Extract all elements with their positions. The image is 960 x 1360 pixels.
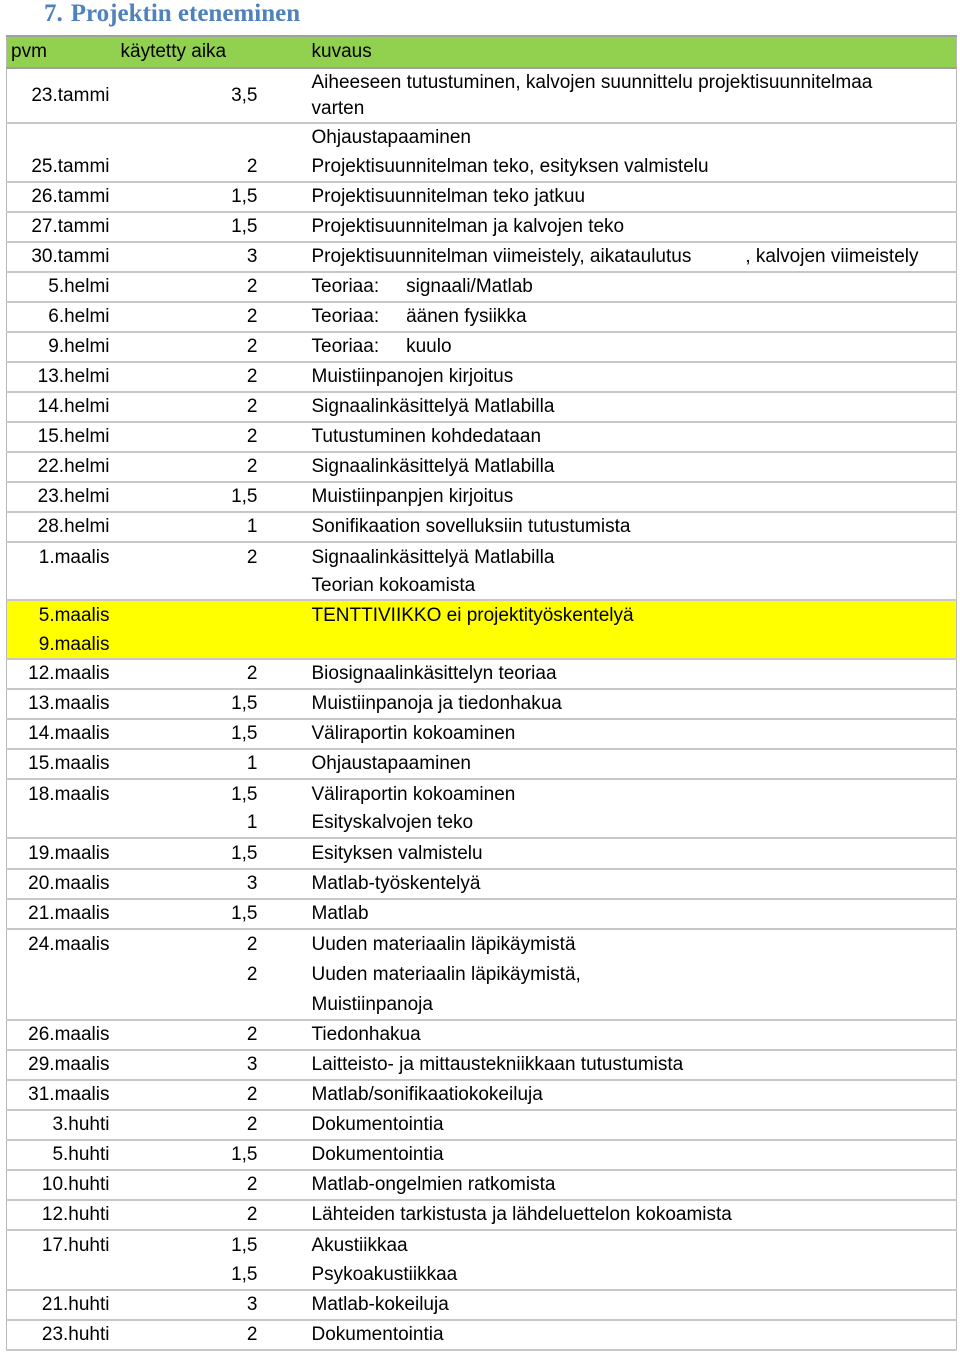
description-cell: Signaalinkäsittelyä Matlabilla (261, 542, 957, 572)
table-row (7, 152, 957, 182)
description-cell: Teorian kokoamista (261, 572, 957, 600)
hours-cell: 2 (113, 422, 261, 452)
date-cell: 9.maalis (7, 631, 113, 659)
section-number: 7. (44, 0, 63, 27)
table-row (7, 422, 957, 452)
hours-cell: 1,5 (113, 482, 261, 512)
date-cell (7, 1260, 113, 1290)
hours-cell: 2 (113, 659, 261, 689)
header-hours: käytetty aika (113, 36, 261, 68)
hours-cell (113, 631, 261, 659)
table-row (7, 182, 957, 212)
date-cell: 5.maalis (7, 600, 113, 631)
description-cell: Matlab/sonifikaatiokokeiluja (261, 1080, 957, 1110)
table-row (7, 1170, 957, 1200)
table-row (7, 869, 957, 899)
date-cell: 23.tammi (7, 68, 113, 123)
hours-cell: 1,5 (113, 1260, 261, 1290)
hours-cell: 3 (113, 242, 261, 272)
description-text: Teoriaa: (311, 336, 380, 357)
description-cell: Projektisuunnitelman ja kalvojen teko (261, 212, 957, 242)
date-cell: 21.maalis (7, 899, 113, 929)
description-cell: Signaalinkäsittelyä Matlabilla (261, 392, 957, 422)
section-title: Projektin eteneminen (70, 0, 301, 27)
description-cell: Väliraportin kokoaminen (261, 779, 957, 809)
description-cell (261, 631, 957, 659)
table-row (7, 1230, 957, 1260)
hours-cell: 3 (113, 1290, 261, 1320)
date-cell (7, 123, 113, 152)
description-cell: Dokumentointia (261, 1320, 957, 1350)
table-row (7, 719, 957, 749)
description-cell: Projektisuunnitelman teko jatkuu (261, 182, 957, 212)
description-cell: Signaalinkäsittelyä Matlabilla (261, 452, 957, 482)
description-cell: Ohjaustapaaminen (261, 749, 957, 779)
date-cell: 3.huhti (7, 1110, 113, 1140)
date-cell: 10.huhti (7, 1170, 113, 1200)
date-cell: 5.huhti (7, 1140, 113, 1170)
description-cell: Sonifikaation sovelluksiin tutustumista (261, 512, 957, 542)
description-cell: Uuden materiaalin läpikäymistä (261, 929, 957, 960)
description-cell: Esityskalvojen teko (261, 809, 957, 838)
hours-cell: 3 (113, 869, 261, 899)
description-cell: Tutustuminen kohdedataan (261, 422, 957, 452)
hours-cell (113, 990, 261, 1020)
hours-cell: 1 (113, 512, 261, 542)
header-date: pvm (7, 36, 113, 68)
date-cell: 23.helmi (7, 482, 113, 512)
hours-cell: 2 (113, 1320, 261, 1350)
description-cell: Ohjaustapaaminen (261, 123, 957, 152)
hours-cell (113, 123, 261, 152)
hours-cell: 1,5 (113, 899, 261, 929)
hours-cell: 2 (113, 1170, 261, 1200)
hours-cell: 2 (113, 1080, 261, 1110)
table-row (7, 1200, 957, 1230)
date-cell: 27.tammi (7, 212, 113, 242)
description-cell: Matlab (261, 899, 957, 929)
date-cell: 19.maalis (7, 838, 113, 869)
table-row (7, 1020, 957, 1050)
table-row (7, 689, 957, 719)
date-cell: 6.helmi (7, 302, 113, 332)
hours-cell: 2 (113, 452, 261, 482)
date-cell: 30.tammi (7, 242, 113, 272)
table-row (7, 990, 957, 1020)
description-cell: TENTTIVIIKKO ei projektityöskentelyä (261, 600, 957, 631)
table-row (7, 1080, 957, 1110)
description-cell: Matlab-työskentelyä (261, 869, 957, 899)
date-cell: 5.helmi (7, 272, 113, 302)
hours-cell: 2 (113, 1020, 261, 1050)
description-line: Aiheeseen tutustuminen, kalvojen suunnittelu projektisuunnitelmaa (311, 71, 873, 93)
table-row (7, 512, 957, 542)
description-cell: Akustiikkaa (261, 1230, 957, 1260)
hours-cell: 2 (113, 392, 261, 422)
date-cell: 15.helmi (7, 422, 113, 452)
description-text: Teoriaa: (311, 276, 380, 297)
hours-cell: 1,5 (113, 212, 261, 242)
hours-cell: 3,5 (113, 68, 261, 123)
date-cell (7, 960, 113, 990)
table-row (7, 302, 957, 332)
description-cell: Laitteisto- ja mittaustekniikkaan tutustumista (261, 1050, 957, 1080)
date-cell: 31.maalis (7, 1080, 113, 1110)
hours-cell: 1,5 (231, 1234, 258, 1256)
table-row (7, 452, 957, 482)
date-cell: 26.maalis (7, 1020, 113, 1050)
description-cell (261, 272, 957, 302)
table-row (7, 1260, 957, 1290)
table-row (7, 1320, 957, 1350)
table-header (7, 36, 957, 68)
description-cell: Matlab-kokeiluja (261, 1290, 957, 1320)
page-title (44, 0, 300, 30)
table-row (7, 123, 957, 152)
date-cell: 14.helmi (7, 392, 113, 422)
description-cell: Muistiinpanoja ja tiedonhakua (261, 689, 957, 719)
table-row (7, 1050, 957, 1080)
date-cell: 1.maalis (7, 542, 113, 572)
description-cell (261, 332, 957, 362)
hours-cell: 1 (113, 749, 261, 779)
table-row (7, 929, 957, 960)
hours-cell: 2 (113, 152, 261, 182)
description-cell: Biosignaalinkäsittelyn teoriaa (261, 659, 957, 689)
description-cell: Psykoakustiikkaa (261, 1260, 957, 1290)
description-cell: Esityksen valmistelu (261, 838, 957, 869)
table-row (7, 809, 957, 838)
description-cell (261, 68, 957, 123)
hours-cell: 2 (246, 934, 258, 955)
date-cell: 24.maalis (7, 929, 113, 960)
exam-week-row (7, 600, 957, 631)
hours-cell: 2 (113, 272, 261, 302)
table-row (7, 899, 957, 929)
date-cell: 23.huhti (7, 1320, 113, 1350)
table-row (7, 960, 957, 990)
hours-cell: 1,5 (113, 182, 261, 212)
date-cell (7, 572, 113, 600)
table-row (7, 242, 957, 272)
table-row (7, 542, 957, 572)
description-cell (261, 242, 957, 272)
date-cell: 28.helmi (7, 512, 113, 542)
description-text: Teoriaa: (311, 306, 380, 327)
table-row (7, 1290, 957, 1320)
date-cell: 20.maalis (7, 869, 113, 899)
hours-cell: 1,5 (113, 689, 261, 719)
hours-cell: 2 (246, 546, 258, 568)
description-text: kuulo (406, 336, 452, 357)
date-cell (7, 809, 113, 838)
description-cell: Projektisuunnitelman teko, esityksen valmistelu (261, 152, 957, 182)
description-text: signaali/Matlab (406, 276, 533, 297)
hours-cell (113, 572, 261, 600)
date-cell: 17.huhti (7, 1230, 113, 1260)
table-row (7, 68, 957, 123)
hours-cell: 2 (113, 1110, 261, 1140)
hours-cell: 1,5 (113, 838, 261, 869)
date-cell: 22.helmi (7, 452, 113, 482)
table-row (7, 779, 957, 809)
date-cell: 9.helmi (7, 332, 113, 362)
description-text: äänen fysiikka (406, 306, 527, 327)
description-text: , kalvojen viimeistely (745, 246, 919, 267)
description-cell: Uuden materiaalin läpikäymistä, (261, 960, 957, 990)
table-row (7, 392, 957, 422)
hours-cell: 2 (113, 332, 261, 362)
description-cell: Dokumentointia (261, 1140, 957, 1170)
date-cell: 12.maalis (7, 659, 113, 689)
table-row (7, 332, 957, 362)
table-row (7, 212, 957, 242)
date-cell: 13.maalis (7, 689, 113, 719)
description-cell (261, 302, 957, 332)
description-cell: Lähteiden tarkistusta ja lähdeluettelon kokoamista (261, 1200, 957, 1230)
date-cell: 12.huhti (7, 1200, 113, 1230)
exam-week-row (7, 631, 957, 659)
description-cell: Muistiinpanojen kirjoitus (261, 362, 957, 392)
table-row (7, 838, 957, 869)
description-text: Projektisuunnitelman viimeistely, aikataulutus (311, 246, 692, 267)
hours-cell: 1 (113, 809, 261, 838)
hours-cell: 2 (246, 964, 258, 985)
table-row (7, 749, 957, 779)
date-cell: 15.maalis (7, 749, 113, 779)
hours-cell: 1,5 (231, 783, 258, 805)
description-cell: Matlab-ongelmien ratkomista (261, 1170, 957, 1200)
table-row (7, 1140, 957, 1170)
date-cell (7, 990, 113, 1020)
date-cell: 18.maalis (7, 779, 113, 809)
progress-table (6, 35, 957, 1351)
description-cell: Muistiinpanpjen kirjoitus (261, 482, 957, 512)
date-cell: 14.maalis (7, 719, 113, 749)
date-cell: 13.helmi (7, 362, 113, 392)
description-line: varten (311, 97, 365, 119)
table-row (7, 482, 957, 512)
hours-cell (113, 600, 261, 631)
description-cell: Muistiinpanoja (261, 990, 957, 1020)
date-cell: 21.huhti (7, 1290, 113, 1320)
date-cell: 25.tammi (7, 152, 113, 182)
header-description: kuvaus (261, 36, 957, 68)
date-cell: 26.tammi (7, 182, 113, 212)
hours-cell: 1,5 (113, 719, 261, 749)
description-cell: Dokumentointia (261, 1110, 957, 1140)
description-cell: Tiedonhakua (261, 1020, 957, 1050)
table-row (7, 1110, 957, 1140)
table-row (7, 272, 957, 302)
table-row (7, 659, 957, 689)
hours-cell: 2 (113, 362, 261, 392)
hours-cell: 1,5 (113, 1140, 261, 1170)
hours-cell: 2 (113, 1200, 261, 1230)
description-cell: Väliraportin kokoaminen (261, 719, 957, 749)
table-row (7, 572, 957, 600)
hours-cell: 2 (113, 302, 261, 332)
hours-cell: 3 (113, 1050, 261, 1080)
table-row (7, 362, 957, 392)
date-cell: 29.maalis (7, 1050, 113, 1080)
